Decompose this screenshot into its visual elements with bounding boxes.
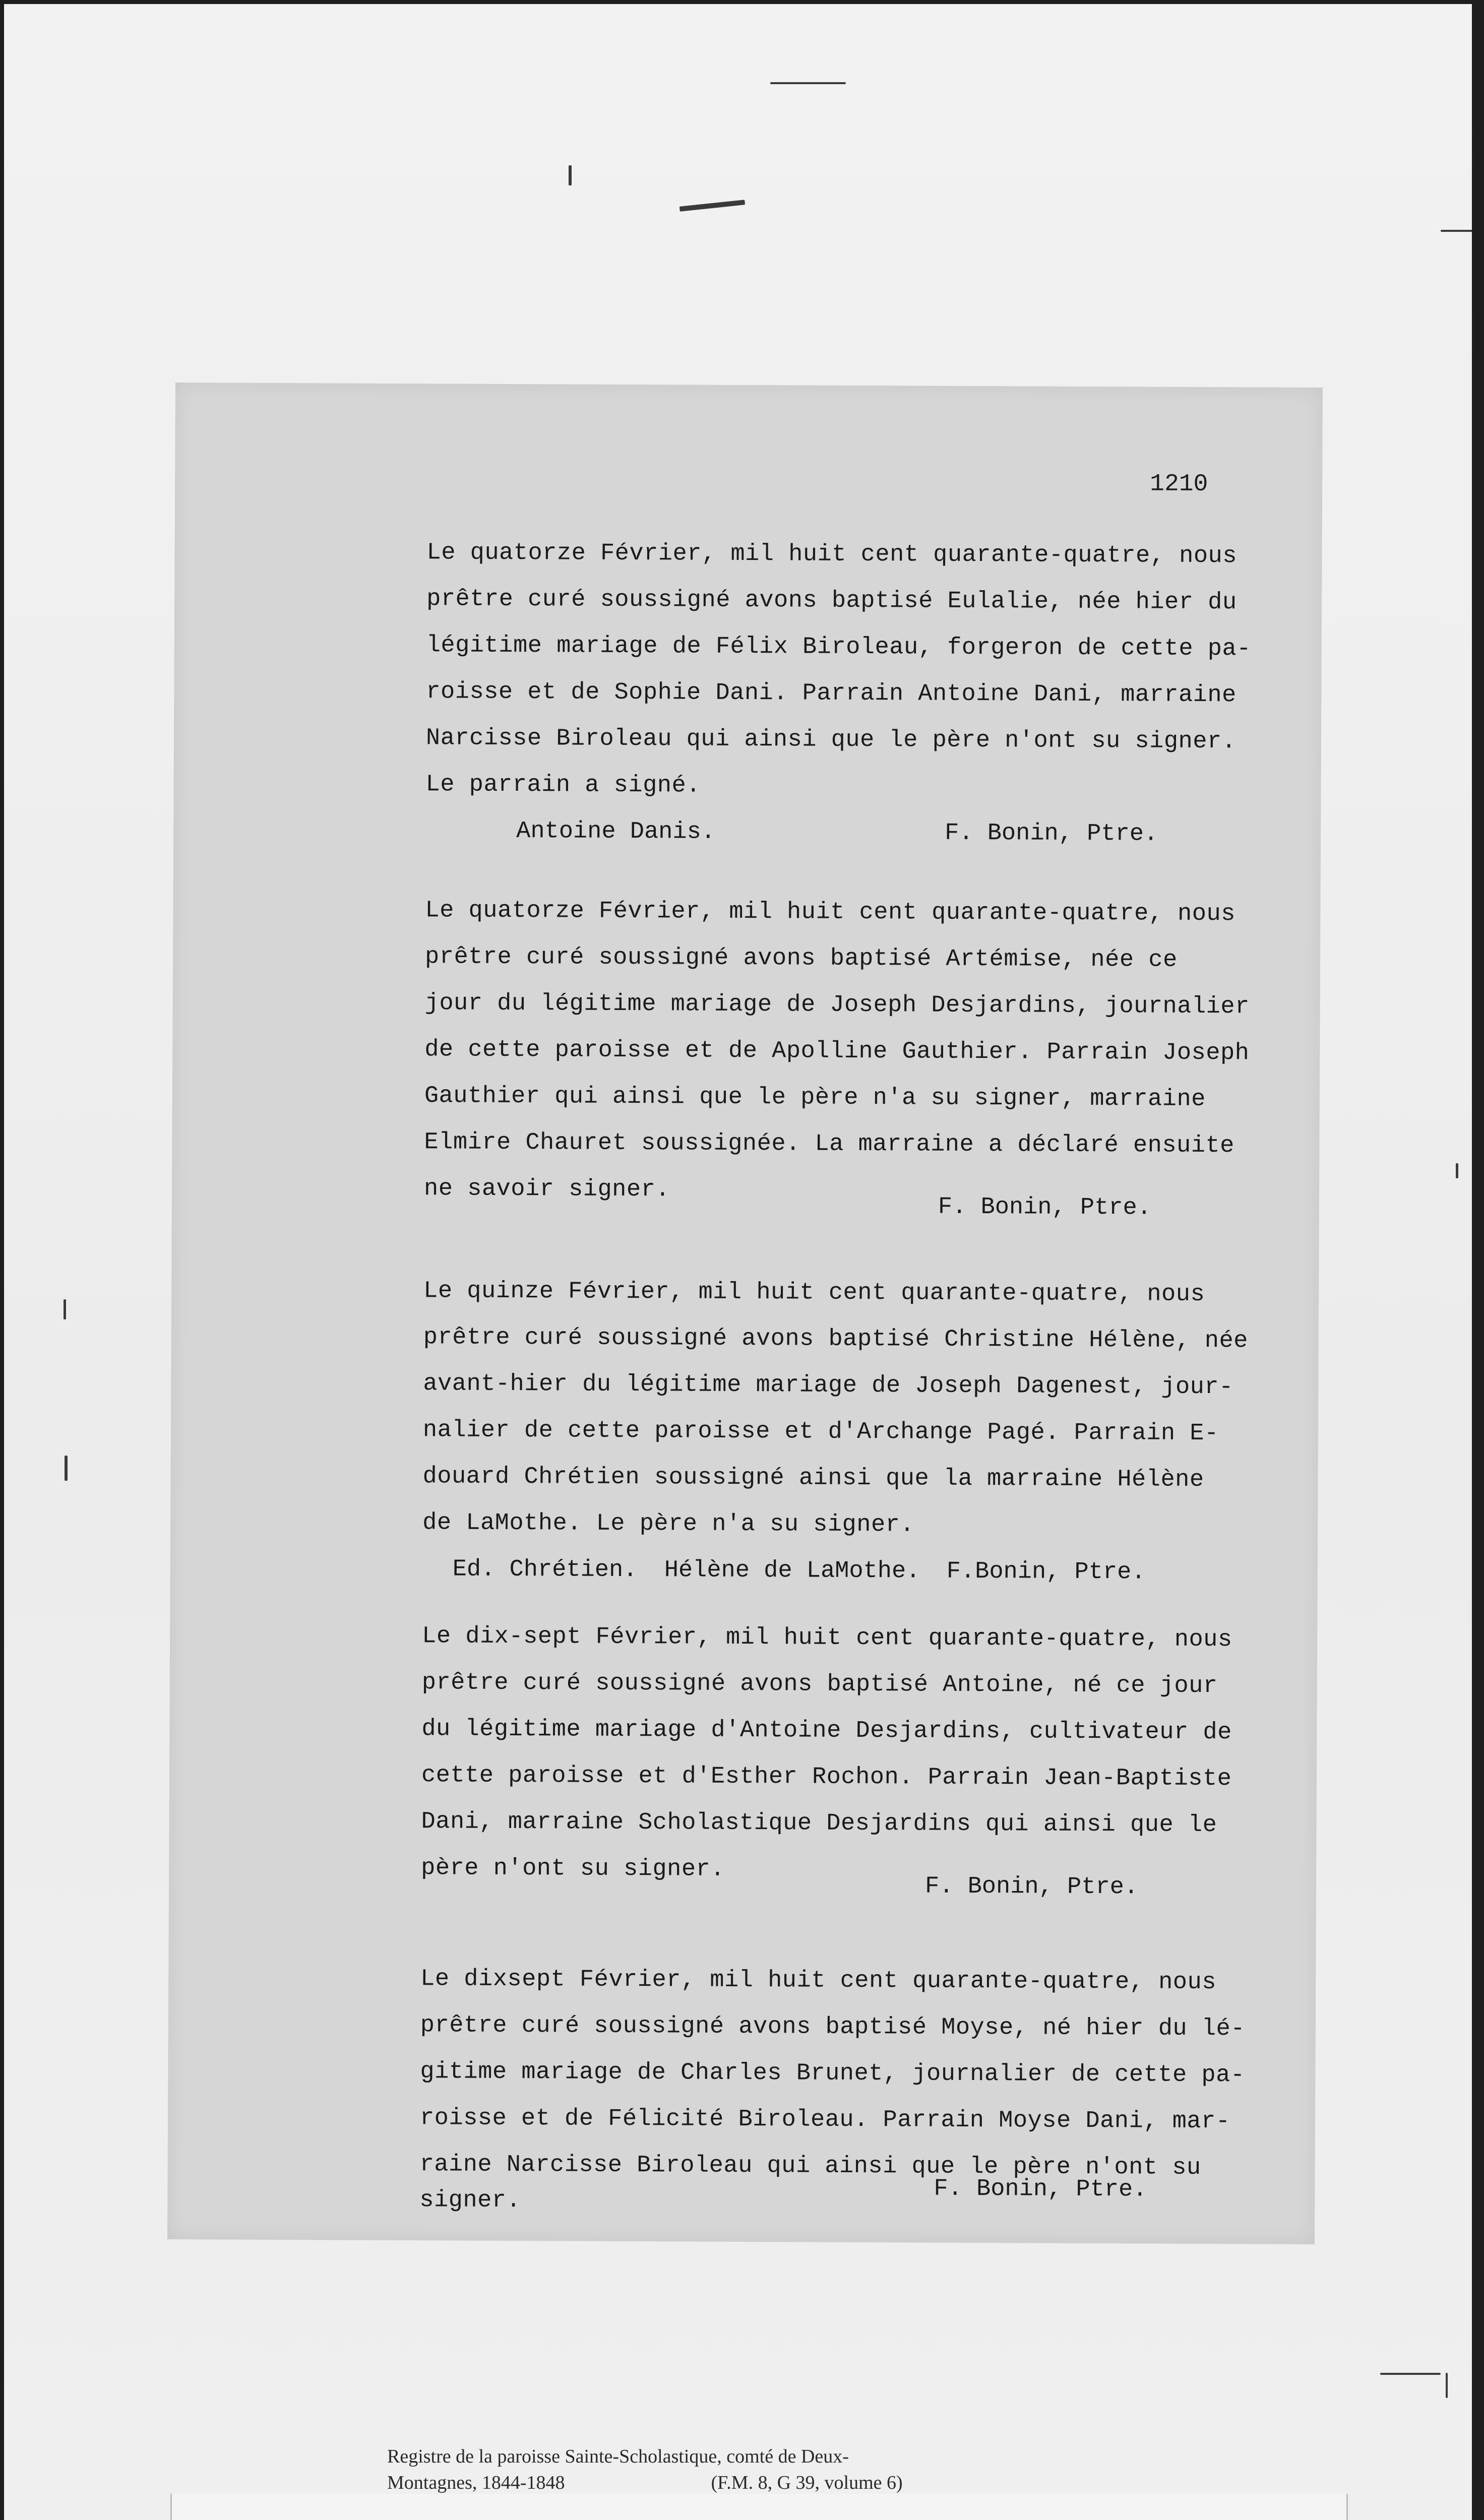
signature-row (425, 808, 1403, 858)
film-speck (1380, 2373, 1441, 2375)
caption-line-1: Registre de la paroisse Sainte-Scholastique, comté de Deux- (387, 2446, 849, 2467)
entry-line: du légitime mariage d'Antoine Desjardins, cultivateur de (421, 1716, 1232, 1746)
entry-line: Dani, marraine Scholastique Desjardins qui ainsi que le (421, 1808, 1217, 1839)
signature-priest: F.Bonin, Ptre. (946, 1558, 1146, 1586)
entry-line: Le quinze Février, mil huit cent quarante-quatre, nous (423, 1278, 1205, 1308)
entry-line: signer. (419, 2187, 521, 2215)
baptism-entry (422, 1268, 1402, 1597)
baptism-entry (421, 1613, 1400, 1912)
register-page (167, 383, 1323, 2244)
entry-line: prêtre curé soussigné avons baptisé Moyse, né hier du lé- (420, 2012, 1246, 2043)
entry-line: prêtre curé soussigné avons baptisé Antoine, né ce jour (421, 1669, 1218, 1700)
signature-priest: F. Bonin, Ptre. (924, 1873, 1139, 1901)
entry-line: père n'ont su signer. (421, 1855, 725, 1883)
entry-line: Le quatorze Février, mil huit cent quarante-quatre, nous (425, 897, 1236, 928)
film-speck (569, 165, 572, 185)
entry-line: Narcisse Biroleau qui ainsi que le père n'ont su signer. (425, 725, 1236, 755)
entry-line: nalier de cette paroisse et d'Archange Pagé. Parrain E- (422, 1417, 1219, 1447)
archive-caption (387, 2443, 1143, 2496)
film-speck (1441, 230, 1472, 232)
entry-line: Le dixsept Février, mil huit cent quarante-quatre, nous (420, 1966, 1217, 1996)
entry-line: légitime mariage de Félix Biroleau, forgeron de cette pa- (426, 632, 1252, 663)
signature-godfather: Ed. Chrétien. (452, 1556, 638, 1584)
entry-line: ne savoir signer. (423, 1175, 670, 1204)
film-speck (65, 1456, 68, 1481)
microfilm-frame (4, 4, 1472, 2520)
signature-priest: F. Bonin, Ptre. (934, 2175, 1147, 2203)
entry-line: roisse et de Sophie Dani. Parrain Antoine Dani, marraine (426, 678, 1236, 709)
page-number: 1210 (1150, 470, 1208, 498)
film-speck (1446, 2373, 1448, 2398)
signature-godmother: Hélène de LaMothe. (664, 1557, 920, 1585)
signature-godfather: Antoine Danis. (516, 818, 716, 846)
entry-line: raine Narcisse Biroleau qui ainsi que le père n'ont su (419, 2151, 1201, 2181)
signature-row (424, 1182, 1402, 1232)
signature-row (421, 1861, 1399, 1912)
film-speck (679, 200, 745, 212)
signature-row (422, 1546, 1400, 1597)
entry-line: prêtre curé soussigné avons baptisé Christine Hélène, née (423, 1324, 1249, 1355)
entry-line: prêtre curé soussigné avons baptisé Eulalie, née hier du (426, 586, 1237, 616)
entry-line: de LaMothe. Le père n'a su signer. (422, 1509, 915, 1539)
film-speck (770, 82, 846, 84)
entry-line: roisse et de Félicité Biroleau. Parrain Moyse Dani, mar- (419, 2105, 1230, 2135)
entry-line: Le parrain a signé. (425, 771, 701, 799)
film-speck (64, 1299, 66, 1319)
signature-priest: F. Bonin, Ptre. (938, 1193, 1152, 1222)
entry-line: Le dix-sept Février, mil huit cent quarante-quatre, nous (422, 1623, 1232, 1654)
entry-line: jour du légitime mariage de Joseph Desjardins, journalier (424, 990, 1250, 1021)
baptism-entry (424, 888, 1403, 1232)
archives-stamp (170, 2494, 1348, 2520)
entry-line: douard Chrétien soussigné ainsi que la marraine Hélène (422, 1463, 1204, 1493)
entry-line: prêtre curé soussigné avons baptisé Artémise, née ce (424, 943, 1178, 974)
entry-line: cette paroisse et d'Esther Rochon. Parrain Jean-Baptiste (421, 1762, 1232, 1793)
baptism-entry (425, 530, 1405, 858)
film-speck (1456, 1163, 1458, 1178)
caption-reference: (F.M. 8, G 39, volume 6) (711, 2472, 903, 2493)
entry-line: avant-hier du légitime mariage de Joseph Dagenest, jour- (423, 1370, 1233, 1401)
entry-line: Le quatorze Février, mil huit cent quarante-quatre, nous (426, 539, 1238, 570)
baptism-entry (419, 1956, 1398, 2214)
entry-line: Elmire Chauret soussignée. La marraine a déclaré ensuite (424, 1129, 1235, 1160)
entry-line: Gauthier qui ainsi que le père n'a su signer, marraine (424, 1083, 1206, 1113)
caption-line-2 (387, 2470, 1143, 2496)
entry-line: gitime mariage de Charles Brunet, journalier de cette pa- (420, 2058, 1245, 2089)
entry-line: de cette paroisse et de Apolline Gauthier. Parrain Joseph (424, 1036, 1250, 1067)
signature-row (419, 2164, 1397, 2214)
caption-parish-dates: Montagnes, 1844-1848 (387, 2472, 565, 2493)
signature-priest: F. Bonin, Ptre. (945, 820, 1158, 848)
